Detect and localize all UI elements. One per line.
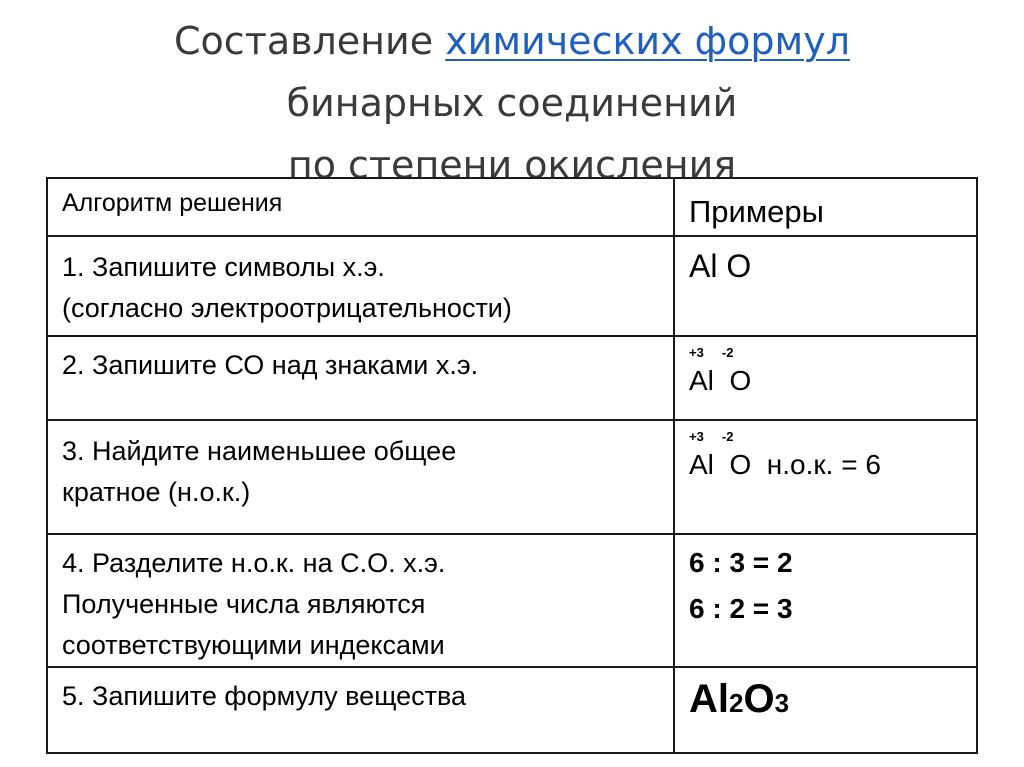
table-header-row <box>47 178 977 236</box>
step-2-cell <box>47 336 674 420</box>
slide-title <box>0 10 1024 196</box>
step-1-line-2: (согласно электроотрицательности) <box>62 293 512 323</box>
header-cell-algorithm <box>47 178 674 236</box>
step-1-cell <box>47 236 674 336</box>
step-3-line-2: кратное (н.о.к.) <box>62 477 251 507</box>
formula-index-al: 2 <box>729 688 744 718</box>
example-2-text: Al O <box>689 365 752 396</box>
formula-al2o3 <box>689 668 962 729</box>
example-3-oxidation-states: +3 -2 <box>689 429 734 444</box>
step-4-cell <box>47 534 674 667</box>
step-3-cell <box>47 420 674 534</box>
step-1-line-1: 1. Запишите символы х.э. <box>62 252 385 282</box>
step-2-line-1: 2. Запишите СО над знаками х.э. <box>62 350 479 380</box>
step-5-line-1: 5. Запишите формулу вещества <box>62 681 467 711</box>
example-2-cell <box>674 336 977 420</box>
table-row-step-5 <box>47 667 977 753</box>
example-4-line-2: 6 : 2 = 3 <box>689 593 793 624</box>
step-3-line-1: 3. Найдите наименьшее общее <box>62 436 457 466</box>
table-row-step-3 <box>47 420 977 534</box>
header-examples-label: Примеры <box>689 194 824 229</box>
formula-element-al: Al <box>689 677 729 721</box>
example-4-cell <box>674 534 977 667</box>
table-row-step-1 <box>47 236 977 336</box>
example-5-cell <box>674 667 977 753</box>
title-line-3: по степени окисления <box>287 143 737 187</box>
formula-element-o: O <box>743 677 775 721</box>
algorithm-table <box>46 177 978 754</box>
step-4-line-1: 4. Разделите н.о.к. на С.О. х.э. <box>62 548 446 578</box>
formula-index-o: 3 <box>774 688 790 718</box>
step-5-cell <box>47 667 674 753</box>
step-4-line-2: Полученные числа являются <box>62 589 426 619</box>
step-4-line-3: соответствующими индексами <box>62 630 445 660</box>
example-4-line-1: 6 : 3 = 2 <box>689 547 793 578</box>
title-line-2: бинарных соединений <box>286 81 738 125</box>
example-1-text: Al O <box>689 248 752 284</box>
table-row-step-2 <box>47 336 977 420</box>
example-3-cell <box>674 420 977 534</box>
example-3-text: Al O н.о.к. = 6 <box>689 449 881 480</box>
title-line-1 <box>0 10 1024 72</box>
example-1-cell <box>674 236 977 336</box>
header-cell-examples <box>674 178 977 236</box>
title-prefix: Составление <box>174 19 446 63</box>
table-row-step-4 <box>47 534 977 667</box>
header-algorithm-label: Алгоритм решения <box>62 189 283 217</box>
example-2-oxidation-states: +3 -2 <box>689 345 734 360</box>
title-link[interactable]: химических формул <box>445 19 850 63</box>
